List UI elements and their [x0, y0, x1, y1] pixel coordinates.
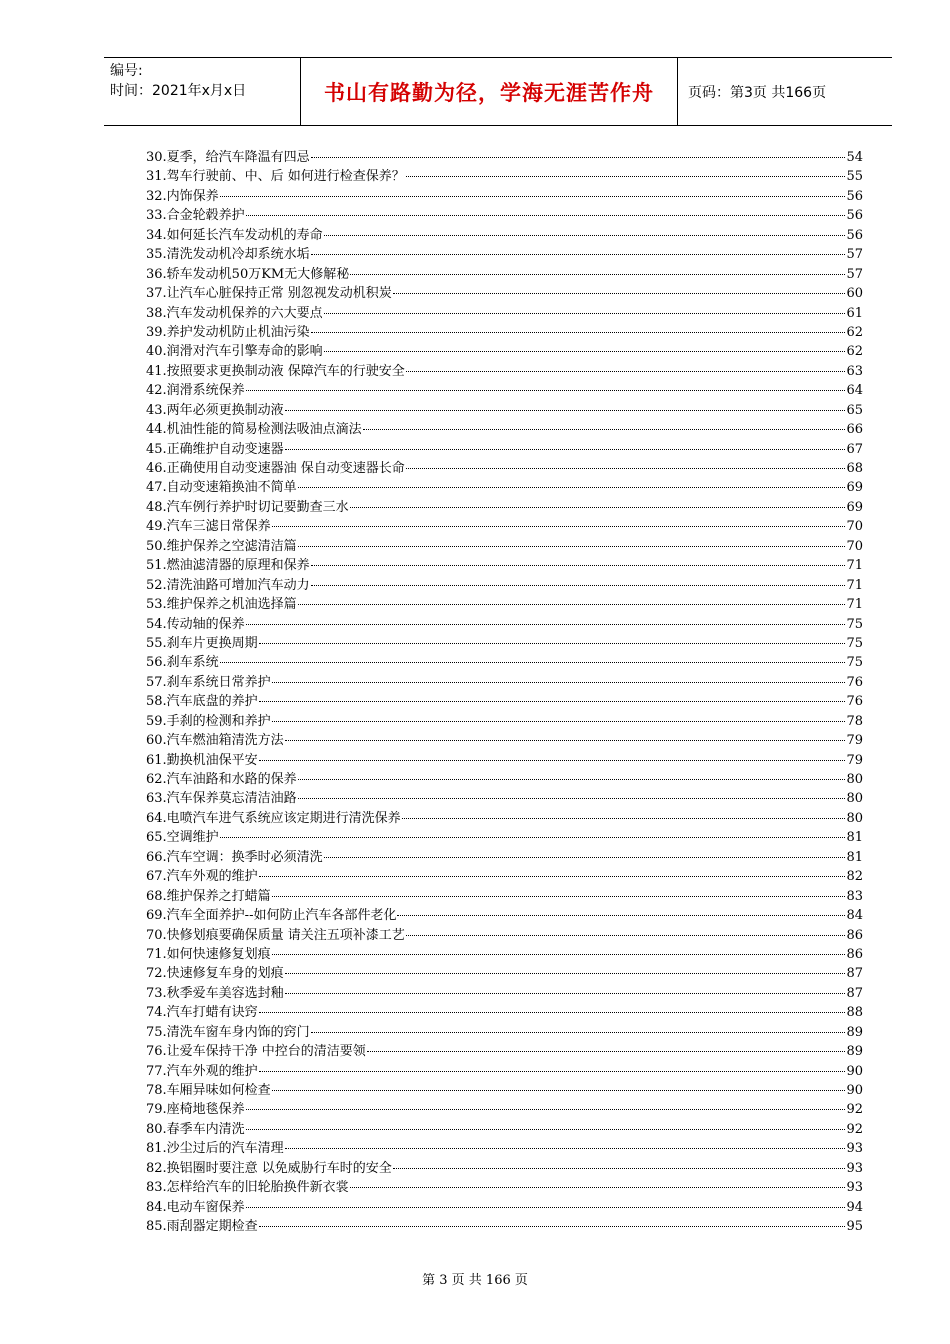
- toc-leader-dots: [285, 993, 846, 994]
- toc-entry-page: 90: [846, 1063, 863, 1079]
- toc-entry-page: 75: [846, 635, 863, 651]
- toc-entry-title: 57.刹车系统日常养护: [146, 674, 271, 690]
- toc-entry[interactable]: [146, 1217, 863, 1236]
- toc-leader-dots: [402, 818, 846, 819]
- toc-entry-page: 63: [846, 363, 863, 379]
- toc-entry-title: 52.清洗油路可增加汽车动力: [146, 577, 310, 593]
- toc-entry[interactable]: [146, 284, 863, 303]
- toc-entry-title: 76.让爱车保持干净 中控台的清洁要领: [146, 1044, 366, 1060]
- toc-entry-page: 75: [846, 655, 863, 671]
- toc-entry-title: 77.汽车外观的维护: [146, 1063, 258, 1079]
- toc-leader-dots: [397, 915, 845, 916]
- toc-entry-page: 86: [846, 946, 863, 962]
- toc-entry[interactable]: [146, 167, 863, 186]
- toc-leader-dots: [259, 876, 846, 877]
- toc-entry[interactable]: [146, 770, 863, 789]
- toc-entry[interactable]: [146, 265, 863, 284]
- toc-leader-dots: [272, 682, 846, 683]
- toc-leader-dots: [406, 371, 846, 372]
- toc-entry-page: 71: [846, 597, 863, 613]
- toc-entry[interactable]: [146, 1003, 863, 1022]
- toc-entry[interactable]: [146, 401, 863, 420]
- toc-leader-dots: [298, 798, 846, 799]
- toc-entry-title: 66.汽车空调：换季时必须清洗: [146, 849, 323, 865]
- toc-entry[interactable]: [146, 459, 863, 478]
- toc-leader-dots: [220, 196, 846, 197]
- toc-entry-page: 92: [846, 1121, 863, 1137]
- toc-entry-title: 81.沙尘过后的汽车清理: [146, 1141, 284, 1157]
- toc-entry-page: 55: [846, 169, 863, 185]
- toc-entry-title: 84.电动车窗保养: [146, 1199, 245, 1215]
- toc-entry-title: 33.合金轮毂养护: [146, 208, 245, 224]
- toc-entry[interactable]: [146, 420, 863, 439]
- toc-leader-dots: [259, 701, 846, 702]
- toc-entry-title: 85.雨刮器定期检查: [146, 1219, 258, 1235]
- toc-entry-title: 54.传动轴的保养: [146, 616, 245, 632]
- toc-entry-title: 75.清洗车窗车身内饰的窍门: [146, 1024, 310, 1040]
- toc-entry[interactable]: [146, 1159, 863, 1178]
- toc-entry[interactable]: [146, 945, 863, 964]
- toc-leader-dots: [311, 585, 846, 586]
- toc-entry-title: 32.内饰保养: [146, 188, 219, 204]
- document-date: 时间：2021年x月x日: [110, 83, 247, 99]
- header-page-info: 页码：第3页 共166页: [688, 84, 827, 101]
- toc-leader-dots: [367, 1051, 846, 1052]
- table-of-contents: [146, 148, 863, 1237]
- toc-entry-title: 64.电喷汽车进气系统应该定期进行清洗保养: [146, 810, 401, 826]
- toc-entry[interactable]: [146, 478, 863, 497]
- toc-entry-title: 58.汽车底盘的养护: [146, 694, 258, 710]
- toc-entry-page: 80: [846, 772, 863, 787]
- toc-entry-title: 80.春季车内清洗: [146, 1121, 245, 1137]
- toc-leader-dots: [324, 351, 846, 352]
- toc-entry-page: 80: [846, 810, 863, 826]
- toc-entry-page: 69: [846, 480, 863, 496]
- page-header: [104, 57, 892, 126]
- toc-entry-title: 53.维护保养之机油选择篇: [146, 597, 297, 613]
- toc-entry-page: 60: [846, 286, 863, 302]
- toc-entry-title: 38.汽车发动机保养的六大要点: [146, 305, 323, 321]
- toc-entry[interactable]: [146, 712, 863, 731]
- toc-leader-dots: [311, 332, 846, 333]
- toc-leader-dots: [272, 721, 846, 722]
- toc-entry[interactable]: [146, 1100, 863, 1119]
- toc-entry[interactable]: [146, 828, 863, 847]
- toc-entry-page: 81: [846, 849, 863, 865]
- toc-entry[interactable]: [146, 926, 863, 945]
- toc-leader-dots: [393, 293, 846, 294]
- toc-entry-title: 45.正确维护自动变速器: [146, 441, 284, 457]
- toc-leader-dots: [298, 604, 846, 605]
- toc-entry[interactable]: [146, 187, 863, 206]
- toc-entry-title: 72.快速修复车身的划痕: [146, 966, 284, 982]
- toc-entry-page: 79: [846, 733, 863, 749]
- toc-entry-title: 36.轿车发动机50万KM无大修解秘: [146, 266, 350, 282]
- toc-entry[interactable]: [146, 148, 863, 167]
- toc-leader-dots: [246, 1129, 846, 1130]
- toc-entry-title: 55.刹车片更换周期: [146, 635, 258, 651]
- toc-entry[interactable]: [146, 245, 863, 264]
- toc-entry[interactable]: [146, 867, 863, 886]
- toc-entry[interactable]: [146, 653, 863, 672]
- toc-entry-page: 68: [846, 461, 863, 476]
- toc-entry-title: 82.换铝圈时要注意 以免威胁行车时的安全: [146, 1160, 392, 1176]
- toc-entry[interactable]: [146, 206, 863, 225]
- header-meta: [104, 58, 301, 125]
- toc-entry[interactable]: [146, 848, 863, 867]
- toc-entry[interactable]: [146, 304, 863, 323]
- toc-entry-page: 56: [846, 227, 863, 243]
- toc-leader-dots: [259, 1226, 846, 1227]
- toc-entry-page: 66: [846, 422, 863, 438]
- toc-entry-title: 74.汽车打蜡有诀窍: [146, 1005, 258, 1021]
- toc-entry-title: 46.正确使用自动变速器油 保自动变速器长命: [146, 461, 405, 476]
- document-number-label: 编号:: [110, 63, 143, 79]
- toc-leader-dots: [298, 487, 846, 488]
- page-footer: 第 3 页 共 166 页: [422, 1273, 528, 1288]
- toc-entry[interactable]: [146, 362, 863, 381]
- toc-entry[interactable]: [146, 615, 863, 634]
- toc-entry-title: 37.让汽车心脏保持正常 别忽视发动机积炭: [146, 286, 392, 302]
- toc-leader-dots: [246, 1207, 846, 1208]
- toc-leader-dots: [350, 274, 845, 275]
- toc-entry-page: 93: [846, 1180, 863, 1196]
- toc-entry[interactable]: [146, 381, 863, 400]
- toc-entry-page: 89: [846, 1024, 863, 1040]
- toc-leader-dots: [406, 468, 846, 469]
- toc-leader-dots: [311, 1032, 846, 1033]
- toc-entry-title: 50.维护保养之空滤清洁篇: [146, 538, 297, 554]
- toc-entry[interactable]: [146, 498, 863, 517]
- toc-entry[interactable]: [146, 964, 863, 983]
- toc-entry[interactable]: [146, 1198, 863, 1217]
- toc-entry-page: 67: [846, 441, 863, 457]
- toc-entry-page: 86: [846, 927, 863, 943]
- toc-entry-title: 83.怎样给汽车的旧轮胎换件新衣裳: [146, 1180, 349, 1196]
- toc-entry[interactable]: [146, 537, 863, 556]
- toc-entry-page: 62: [846, 344, 863, 360]
- toc-entry[interactable]: [146, 984, 863, 1003]
- toc-entry-title: 49.汽车三滤日常保养: [146, 519, 271, 535]
- toc-entry[interactable]: [146, 576, 863, 595]
- toc-leader-dots: [350, 1187, 846, 1188]
- toc-entry-page: 65: [846, 402, 863, 418]
- toc-entry[interactable]: [146, 1081, 863, 1100]
- toc-entry[interactable]: [146, 226, 863, 245]
- toc-leader-dots: [259, 1071, 846, 1072]
- toc-entry-page: 87: [846, 985, 863, 1001]
- toc-leader-dots: [311, 157, 846, 158]
- toc-leader-dots: [285, 410, 846, 411]
- toc-leader-dots: [285, 449, 846, 450]
- toc-entry-page: 56: [846, 208, 863, 224]
- toc-leader-dots: [272, 896, 846, 897]
- toc-entry-title: 51.燃油滤清器的原理和保养: [146, 558, 310, 574]
- toc-leader-dots: [285, 740, 846, 741]
- toc-entry[interactable]: [146, 595, 863, 614]
- toc-entry-page: 81: [846, 830, 863, 846]
- toc-leader-dots: [220, 837, 846, 838]
- toc-entry[interactable]: [146, 673, 863, 692]
- toc-entry-page: 76: [846, 694, 863, 710]
- toc-leader-dots: [406, 176, 846, 177]
- toc-entry-page: 61: [846, 305, 863, 321]
- toc-entry-title: 44.机油性能的简易检测法吸油点滴法: [146, 422, 362, 438]
- toc-entry-page: 93: [846, 1141, 863, 1157]
- toc-leader-dots: [220, 662, 846, 663]
- toc-leader-dots: [363, 429, 846, 430]
- toc-entry-page: 79: [846, 752, 863, 768]
- header-motto: 书山有路勤为径，学海无涯苦作舟: [301, 58, 678, 125]
- toc-leader-dots: [272, 526, 846, 527]
- toc-entry[interactable]: [146, 1139, 863, 1158]
- toc-leader-dots: [272, 954, 846, 955]
- toc-entry[interactable]: [146, 751, 863, 770]
- toc-leader-dots: [350, 507, 846, 508]
- toc-leader-dots: [246, 624, 846, 625]
- toc-entry-page: 70: [846, 519, 863, 535]
- toc-entry[interactable]: [146, 731, 863, 750]
- toc-leader-dots: [311, 565, 846, 566]
- toc-entry-page: 64: [846, 383, 863, 399]
- toc-entry-page: 69: [846, 499, 863, 515]
- toc-entry-page: 93: [846, 1160, 863, 1176]
- toc-entry-page: 83: [846, 888, 863, 904]
- toc-entry-title: 73.秋季爱车美容选封釉: [146, 985, 284, 1001]
- toc-entry-page: 75: [846, 616, 863, 632]
- toc-leader-dots: [246, 1109, 846, 1110]
- toc-entry-page: 89: [846, 1044, 863, 1060]
- toc-entry-title: 48.汽车例行养护时切记要勤查三水: [146, 499, 349, 515]
- toc-leader-dots: [298, 779, 846, 780]
- toc-leader-dots: [259, 1012, 846, 1013]
- toc-entry[interactable]: [146, 440, 863, 459]
- toc-entry-page: 54: [846, 150, 863, 165]
- toc-entry[interactable]: [146, 887, 863, 906]
- toc-entry[interactable]: [146, 1042, 863, 1061]
- toc-entry-page: 56: [846, 188, 863, 204]
- toc-entry-title: 60.汽车燃油箱清洗方法: [146, 733, 284, 749]
- toc-leader-dots: [285, 1148, 846, 1149]
- toc-entry[interactable]: [146, 1178, 863, 1197]
- toc-entry-page: 92: [846, 1102, 863, 1118]
- toc-entry-title: 47.自动变速箱换油不简单: [146, 480, 297, 496]
- toc-leader-dots: [324, 313, 846, 314]
- toc-entry-title: 41.按照要求更换制动液 保障汽车的行驶安全: [146, 363, 405, 379]
- toc-entry-page: 94: [846, 1199, 863, 1215]
- toc-entry-title: 43.两年必须更换制动液: [146, 402, 284, 418]
- toc-entry-title: 65.空调维护: [146, 830, 219, 846]
- toc-leader-dots: [298, 546, 846, 547]
- toc-entry-page: 62: [846, 324, 863, 340]
- toc-entry[interactable]: [146, 517, 863, 536]
- toc-entry-page: 57: [846, 247, 863, 263]
- toc-entry-page: 80: [846, 791, 863, 807]
- toc-entry-page: 84: [846, 908, 863, 924]
- toc-entry-title: 69.汽车全面养护--如何防止汽车各部件老化: [146, 908, 397, 924]
- toc-entry-page: 76: [846, 674, 863, 690]
- toc-entry[interactable]: [146, 342, 863, 361]
- toc-leader-dots: [406, 935, 846, 936]
- toc-leader-dots: [324, 235, 846, 236]
- toc-entry-title: 56.刹车系统: [146, 655, 219, 671]
- toc-entry-title: 30.夏季，给汽车降温有四忌: [146, 150, 310, 165]
- toc-entry-title: 63.汽车保养莫忘清洁油路: [146, 791, 297, 807]
- toc-entry-page: 71: [846, 577, 863, 593]
- toc-entry-page: 71: [846, 558, 863, 574]
- toc-leader-dots: [272, 1090, 846, 1091]
- toc-leader-dots: [259, 643, 846, 644]
- toc-entry-title: 62.汽车油路和水路的保养: [146, 772, 297, 787]
- toc-leader-dots: [324, 857, 846, 858]
- toc-entry-page: 78: [846, 713, 863, 729]
- toc-entry-title: 71.如何快速修复划痕: [146, 946, 271, 962]
- toc-entry[interactable]: [146, 1062, 863, 1081]
- toc-entry-page: 87: [846, 966, 863, 982]
- toc-entry-title: 35.清洗发动机冷却系统水垢: [146, 247, 310, 263]
- toc-entry[interactable]: [146, 1120, 863, 1139]
- toc-leader-dots: [246, 390, 846, 391]
- toc-entry[interactable]: [146, 692, 863, 711]
- toc-entry-page: 82: [846, 869, 863, 885]
- toc-entry-page: 70: [846, 538, 863, 554]
- toc-entry-title: 34.如何延长汽车发动机的寿命: [146, 227, 323, 243]
- toc-entry-title: 61.勤换机油保平安: [146, 752, 258, 768]
- toc-leader-dots: [393, 1168, 846, 1169]
- toc-leader-dots: [246, 215, 846, 216]
- toc-entry-page: 88: [846, 1005, 863, 1021]
- toc-entry-title: 79.座椅地毯保养: [146, 1102, 245, 1118]
- toc-entry[interactable]: [146, 634, 863, 653]
- toc-entry-title: 40.润滑对汽车引擎寿命的影响: [146, 344, 323, 360]
- toc-entry-title: 59.手刹的检测和养护: [146, 713, 271, 729]
- toc-leader-dots: [285, 973, 846, 974]
- toc-entry-title: 42.润滑系统保养: [146, 383, 245, 399]
- toc-entry-title: 70.快修划痕要确保质量 请关注五项补漆工艺: [146, 927, 405, 943]
- toc-entry-title: 31.驾车行驶前、中、后 如何进行检查保养？: [146, 169, 405, 185]
- toc-entry-title: 39.养护发动机防止机油污染: [146, 324, 310, 340]
- toc-entry[interactable]: [146, 809, 863, 828]
- toc-entry-title: 78.车厢异味如何检查: [146, 1083, 271, 1098]
- toc-entry[interactable]: [146, 789, 863, 808]
- toc-entry-page: 57: [846, 266, 863, 282]
- toc-leader-dots: [259, 760, 846, 761]
- toc-entry-title: 67.汽车外观的维护: [146, 869, 258, 885]
- toc-leader-dots: [311, 254, 846, 255]
- toc-entry[interactable]: [146, 323, 863, 342]
- toc-entry[interactable]: [146, 556, 863, 575]
- toc-entry[interactable]: [146, 906, 863, 925]
- toc-entry-page: 90: [846, 1083, 863, 1098]
- toc-entry-title: 68.维护保养之打蜡篇: [146, 888, 271, 904]
- toc-entry[interactable]: [146, 1023, 863, 1042]
- toc-entry-page: 95: [846, 1219, 863, 1235]
